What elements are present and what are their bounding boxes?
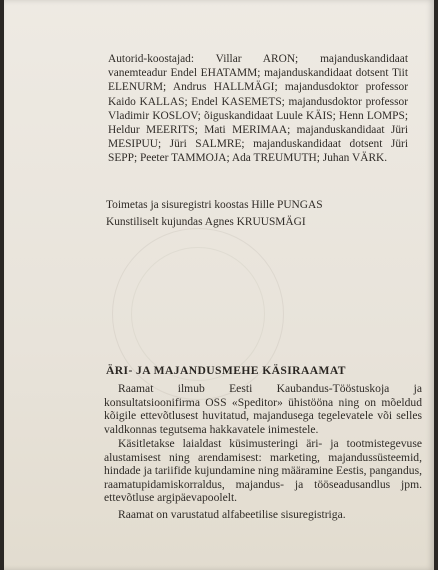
stamp-inner-ring	[131, 247, 265, 381]
authors-list: Autorid-koostajad: Villar ARON; majanduskandidaat vanemteadur Endel EHATAMM; majanduskandidaat dotsent Tiit ELENURM; Andrus HALLMÄGI; majandusdoktor professor Kaido KALLAS; Endel KASEMETS; majandusdoktor professor Vladimir KOSLOV; õiguskandidaat Luule KÄIS; Henn LOMPS; Heldur MEERITS; Mati MERIMAA; majanduskandidaat Jüri MESIPUU; Jüri SALMRE; majanduskandidaat dotsent Jüri SEPP; Peeter TAMMOJA; Ada TREUMUTH; Juhan VÄRK.	[108, 53, 408, 165]
description-paragraph: Käsitletakse laialdast küsimusteringi äri- ja tootmistegevuse alustamisest ning arendamisest: marketing, majandussüsteemid, hindade ja tariifide kujundamine ning määramine Eestis, pangandus, raamatupidamiskorraldus, majandus- ja tööseadusandlus jpm. ettevõtluse argipäevapoolelt.	[104, 437, 422, 505]
description-paragraph: Raamat ilmub Eesti Kaubandus-Tööstuskoja ja konsultatsioonifirma OSS «Speditor» ühistööna ning on mõeldud kõigile ettevõtlusest huvitatud, majandusega tegelevatele või selles valdkonnas tegutsema hakkavatele inimestele.	[104, 382, 422, 436]
book-page	[4, 0, 434, 570]
designer-credit: Kunstiliselt kujundas Agnes KRUUSMÄGI	[106, 216, 306, 228]
editor-credit: Toimetas ja sisuregistri koostas Hille PUNGAS	[106, 199, 323, 211]
description-paragraph: Raamat on varustatud alfabeetilise sisuregistriga.	[118, 508, 346, 521]
book-title: ÄRI- JA MAJANDUSMEHE KÄSIRAAMAT	[106, 364, 346, 377]
